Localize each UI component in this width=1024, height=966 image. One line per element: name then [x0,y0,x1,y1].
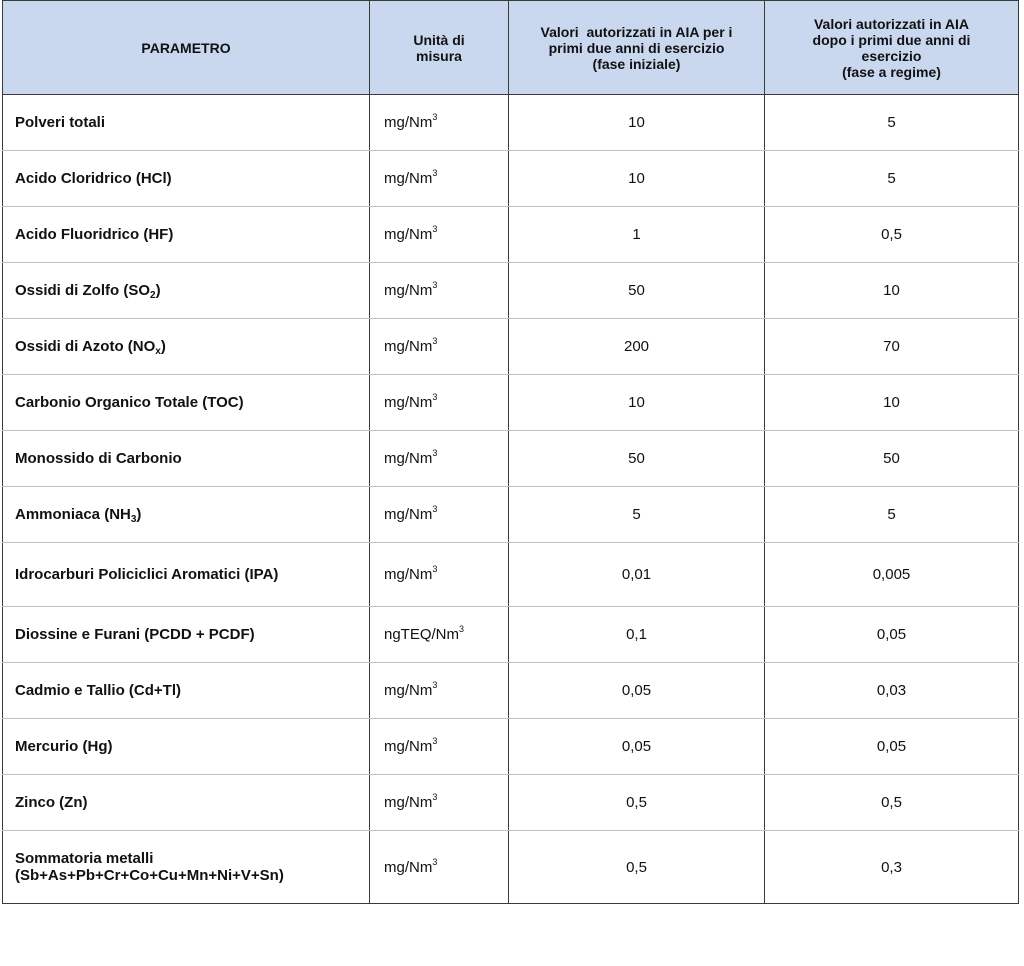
param-cell: Carbonio Organico Totale (TOC) [3,375,370,431]
table-row [3,719,1019,775]
unit-sup: 3 [432,564,438,574]
initial-value-cell: 0,1 [509,607,765,663]
unit-cell [370,543,509,607]
initial-value-cell: 0,5 [509,775,765,831]
unit-sup: 3 [432,504,438,514]
param-cell [3,831,370,904]
initial-value-cell: 0,05 [509,663,765,719]
unit-cell [370,431,509,487]
unit-sup: 3 [432,392,438,402]
table-row [3,607,1019,663]
unit-base: mg/Nm [384,226,433,243]
initial-value-cell: 0,05 [509,719,765,775]
unit-sup: 3 [459,624,465,634]
unit-cell [370,207,509,263]
unit-cell [370,831,509,904]
param-cell: Acido Fluoridrico (HF) [3,207,370,263]
header-regime-line3: esercizio [861,47,922,64]
unit-base: ngTEQ/Nm [384,626,460,643]
unit-cell [370,487,509,543]
header-unit-line2: misura [416,47,462,64]
table-row [3,487,1019,543]
initial-value-cell: 200 [509,319,765,375]
regime-value-cell: 10 [765,263,1019,319]
initial-value-cell: 50 [509,263,765,319]
header-row [3,1,1019,95]
initial-value-cell: 1 [509,207,765,263]
unit-cell [370,375,509,431]
header-parametro-label: PARAMETRO [141,39,231,56]
initial-value-cell: 5 [509,487,765,543]
param-cell: Mercurio (Hg) [3,719,370,775]
regime-value-cell: 5 [765,95,1019,151]
unit-sup: 3 [432,856,438,867]
param-cell: Idrocarburi Policiclici Aromatici (IPA) [3,543,370,607]
table-row [3,319,1019,375]
unit-base: mg/Nm [384,338,433,355]
regime-value-cell: 0,5 [765,207,1019,263]
param-cell [3,263,370,319]
initial-value-cell: 0,01 [509,543,765,607]
header-initial-line1: Valori autorizzati in AIA per i [540,23,733,40]
initial-value-cell: 50 [509,431,765,487]
header-regime-line4: (fase a regime) [842,63,941,80]
param-text-end: ) [155,282,161,299]
param-line1: Sommatoria metalli [15,850,154,867]
param-text: Ammoniaca (NH [15,506,131,523]
table-row [3,95,1019,151]
header-unit [370,1,509,95]
emission-limits-table [2,0,1019,904]
unit-sup: 3 [432,792,438,802]
unit-cell [370,319,509,375]
unit-sup: 3 [432,336,438,346]
unit-cell [370,719,509,775]
unit-cell [370,775,509,831]
unit-base: mg/Nm [384,682,433,699]
unit-base: mg/Nm [384,794,433,811]
header-parametro [3,1,370,95]
regime-value-cell: 5 [765,487,1019,543]
unit-sup: 3 [432,224,438,234]
unit-cell [370,607,509,663]
param-cell: Diossine e Furani (PCDD + PCDF) [3,607,370,663]
regime-value-cell: 10 [765,375,1019,431]
unit-base: mg/Nm [384,738,433,755]
param-cell [3,319,370,375]
unit-base: mg/Nm [384,858,433,876]
table-row [3,151,1019,207]
table-row [3,431,1019,487]
header-initial-line2: primi due anni di esercizio [548,39,725,56]
unit-base: mg/Nm [384,394,433,411]
param-line2: (Sb+As+Pb+Cr+Co+Cu+Mn+Ni+V+Sn) [15,867,284,884]
header-unit-line1: Unità di [413,31,465,48]
param-cell: Polveri totali [3,95,370,151]
unit-sup: 3 [432,168,438,178]
param-subscript: 3 [130,514,137,525]
param-cell [3,487,370,543]
param-cell: Acido Cloridrico (HCl) [3,151,370,207]
unit-base: mg/Nm [384,282,433,299]
header-initial-phase [509,1,765,95]
regime-value-cell: 70 [765,319,1019,375]
emission-limits-table-wrapper [2,0,1018,904]
table-header [3,1,1019,95]
param-cell: Monossido di Carbonio [3,431,370,487]
unit-base: mg/Nm [384,114,433,131]
unit-sup: 3 [432,112,438,122]
unit-base: mg/Nm [384,566,433,583]
regime-value-cell: 0,3 [765,831,1019,904]
regime-value-cell: 50 [765,431,1019,487]
regime-value-cell: 0,03 [765,663,1019,719]
header-initial-line3: (fase iniziale) [592,55,681,72]
regime-value-cell: 5 [765,151,1019,207]
table-row [3,831,1019,904]
param-subscript: x [155,346,161,357]
unit-cell [370,95,509,151]
initial-value-cell: 0,5 [509,831,765,904]
unit-cell [370,151,509,207]
unit-base: mg/Nm [384,450,433,467]
unit-cell [370,663,509,719]
param-cell: Zinco (Zn) [3,775,370,831]
header-regime-line2: dopo i primi due anni di [812,31,971,48]
regime-value-cell: 0,05 [765,607,1019,663]
unit-base: mg/Nm [384,170,433,187]
regime-value-cell: 0,5 [765,775,1019,831]
param-text-end: ) [160,338,166,355]
table-row [3,263,1019,319]
unit-sup: 3 [432,280,438,290]
param-subscript: 2 [150,290,156,301]
param-text: Ossidi di Azoto (NO [15,338,156,355]
unit-base: mg/Nm [384,506,433,523]
unit-sup: 3 [432,736,438,746]
table-row [3,207,1019,263]
param-cell: Cadmio e Tallio (Cd+Tl) [3,663,370,719]
table-row [3,663,1019,719]
table-row [3,775,1019,831]
initial-value-cell: 10 [509,95,765,151]
header-regime-line1: Valori autorizzati in AIA [813,15,970,32]
param-text-end: ) [136,506,142,523]
table-row [3,543,1019,607]
unit-sup: 3 [432,680,438,690]
initial-value-cell: 10 [509,151,765,207]
unit-sup: 3 [432,448,438,458]
regime-value-cell: 0,005 [765,543,1019,607]
regime-value-cell: 0,05 [765,719,1019,775]
header-regime-phase [765,1,1019,95]
table-row [3,375,1019,431]
param-text: Ossidi di Zolfo (SO [15,282,150,299]
table-body [3,95,1019,904]
initial-value-cell: 10 [509,375,765,431]
unit-cell [370,263,509,319]
